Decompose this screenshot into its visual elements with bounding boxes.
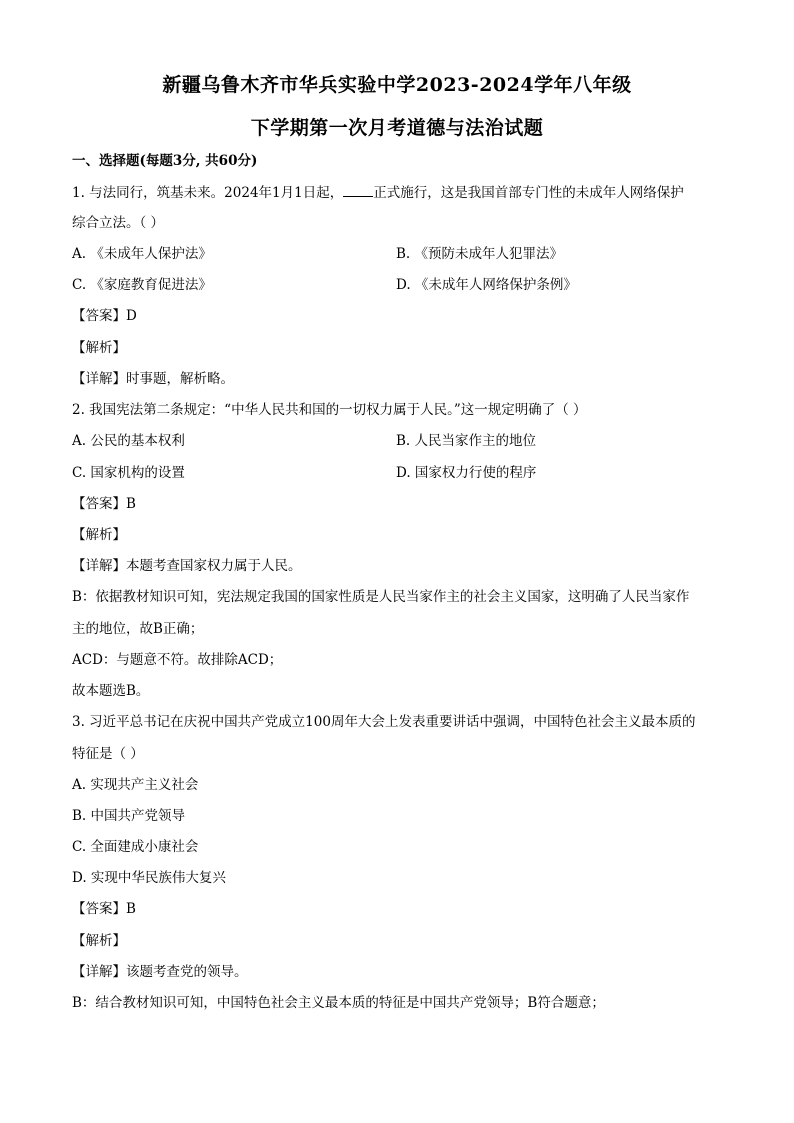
q2-analysis-label: 【解析】	[72, 527, 126, 543]
q2-option-a: A. 公民的基本权利	[72, 433, 185, 449]
q3-explain-line1: B：结合教材知识可知，中国特色社会主义最本质的特征是中国共产党领导；B符合题意；	[72, 995, 605, 1011]
q1-option-d: D. 《未成年人网络保护条例》	[396, 277, 577, 293]
q2-conclusion: 故本题选B。	[72, 683, 150, 699]
q3-detail: 【详解】该题考查党的领导。	[72, 964, 248, 980]
q1-option-c: C. 《家庭教育促进法》	[72, 277, 212, 293]
q3-answer: 【答案】B	[72, 901, 136, 917]
q2-option-c: C. 国家机构的设置	[72, 465, 185, 481]
q1-stem-part2: 正式施行，这是我国首部专门性的未成年人网络保护	[373, 185, 684, 201]
q2-stem: 2. 我国宪法第二条规定：“中华人民共和国的一切权力属于人民。”这一规定明确了（ ）	[72, 402, 587, 418]
q3-stem-line2: 特征是（ ）	[72, 746, 144, 762]
q1-stem-part1: 1. 与法同行，筑基未来。2024年1月1日起，	[72, 185, 344, 201]
q1-answer: 【答案】D	[72, 308, 137, 324]
q2-explain-line3: ACD：与题意不符。故排除ACD；	[72, 652, 283, 668]
q3-option-a: A. 实现共产主义社会	[72, 777, 199, 793]
document-title-line1: 新疆乌鲁木齐市华兵实验中学2023-2024学年八年级	[162, 74, 632, 96]
q2-explain-line1: B：依据教材知识可知，宪法规定我国的国家性质是人民当家作主的社会主义国家，这明确了人民当家作	[72, 589, 690, 605]
q1-fill-blank	[343, 184, 373, 197]
q1-stem-line1	[72, 184, 684, 202]
q3-stem-line1: 3. 习近平总书记在庆祝中国共产党成立100周年大会上发表重要讲话中强调，中国特色社会主义最本质的	[72, 714, 696, 730]
q3-option-b: B. 中国共产党领导	[72, 808, 186, 824]
q1-analysis-label: 【解析】	[72, 340, 126, 356]
section-heading: 一、选择题(每题3分, 共60分)	[72, 153, 258, 169]
q2-explain-line2: 主的地位，故B正确；	[72, 621, 204, 637]
q3-analysis-label: 【解析】	[72, 933, 126, 949]
document-title-line2: 下学期第一次月考道德与法治试题	[250, 117, 544, 139]
q2-detail: 【详解】本题考查国家权力属于人民。	[72, 558, 302, 574]
q1-detail: 【详解】时事题，解析略。	[72, 371, 234, 387]
q3-option-d: D. 实现中华民族伟大复兴	[72, 870, 226, 886]
q1-option-b: B. 《预防未成年人犯罪法》	[396, 246, 564, 262]
q1-option-a: A. 《未成年人保护法》	[72, 246, 212, 262]
q1-stem-line2: 综合立法。（ ）	[72, 215, 165, 231]
q3-option-c: C. 全面建成小康社会	[72, 839, 199, 855]
q2-option-d: D. 国家权力行使的程序	[396, 465, 537, 481]
q2-option-b: B. 人民当家作主的地位	[396, 433, 537, 449]
q2-answer: 【答案】B	[72, 496, 136, 512]
